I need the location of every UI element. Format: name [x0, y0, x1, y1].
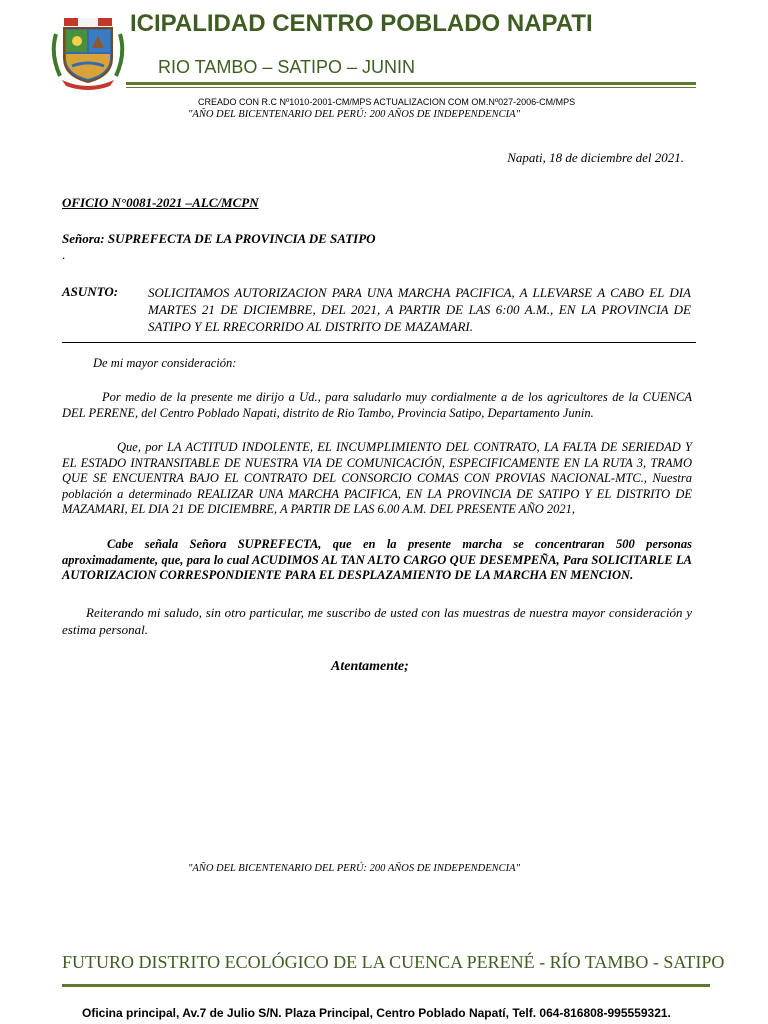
letter-date: Napati, 18 de diciembre del 2021. — [507, 150, 684, 165]
municipal-crest-logo — [48, 14, 128, 92]
body-paragraph-1 — [62, 390, 692, 421]
municipality-subtitle: RIO TAMBO – SATIPO – JUNIN — [158, 57, 416, 77]
year-motto-footer: "AÑO DEL BICENTENARIO DEL PERÚ: 200 AÑOS DE INDEPENDENCIA" — [188, 863, 520, 874]
body-paragraph-2-text: Que, por LA ACTITUD INDOLENTE, EL INCUMPLIMIENTO DEL CONTRATO, LA FALTA DE SERIEDAD Y EL ESTADO INTRANSITABLE DE NUESTRA VIA DE COMUNICACIÓN, ESPECIFICAMENTE EN LA RUTA 3, TRAMO QUE SE ENCUENTRA BAJO EL CONTRATO DEL CONSORCIO COMAS CON PROVIAS NACIONAL-MTC., Nuestra población a determinado REALIZAR UNA MARCHA PACIFICA, EN LA PROVINCIA DE SATIPO Y EL DISTRITO DE MAZAMARI, EL DIA 21 DE DICIEMBRE, A PARTIR DE LAS 6.00 A.M. DEL PRESENTE AÑO 2021, — [62, 440, 692, 516]
greeting: De mi mayor consideración: — [93, 356, 237, 370]
header-divider — [126, 82, 696, 85]
body-paragraph-3 — [62, 537, 692, 584]
recipient: Señora: SUPREFECTA DE LA PROVINCIA DE SATIPO — [62, 231, 376, 246]
body-paragraph-2 — [62, 440, 692, 518]
subject-text: SOLICITAMOS AUTORIZACION PARA UNA MARCHA PACIFICA, A LLEVARSE A CABO EL DIA MARTES 21 DE DICIEMBRE, DEL 2021, A PARTIR DE LAS 6:00 A.M., EN LA PROVINCIA DE SATIPO Y EL RRECORRIDO AL DISTRITO DE MAZAMARI. — [148, 285, 691, 334]
subject-divider — [62, 342, 696, 343]
creation-resolution: CREADO CON R.C Nº1010-2001-CM/MPS ACTUALIZACION COM OM.Nº027-2006-CM/MPS — [198, 97, 576, 107]
office-address: Oficina principal, Av.7 de Julio S/N. Plaza Principal, Centro Poblado Napatí, Telf. 064-816808-995559321. — [82, 1006, 671, 1020]
header-divider-thin — [126, 87, 696, 88]
stray-dot: . — [62, 247, 66, 262]
subject-label: ASUNTO: — [62, 284, 119, 299]
oficio-number: OFICIO N°0081-2021 –ALC/MCPN — [62, 195, 259, 210]
year-motto-header: "AÑO DEL BICENTENARIO DEL PERÚ: 200 AÑOS DE INDEPENDENCIA" — [188, 109, 520, 120]
body-paragraph-4 — [62, 604, 692, 638]
body-paragraph-3-text: Cabe señala Señora SUPREFECTA, que en la presente marcha se concentraran 500 personas aproximadamente, que, para lo cual ACUDIMOS AL TAN ALTO CARGO QUE DESEMPEÑA, Para SOLICITARLE LA AUTORIZACION CORRESPONDIENTE PARA EL DESPLAZAMIENTO DE LA MARCHA EN MENCION. — [62, 537, 692, 582]
body-paragraph-1-text: Por medio de la presente me dirijo a Ud., para saludarlo muy cordialmente a de los agricultores de la CUENCA DEL PERENE, del Centro Poblado Napati, distrito de Rio Tambo, Provincia Satipo, Departamento Junin. — [62, 390, 692, 420]
footer-divider — [62, 984, 710, 987]
municipality-title: ICIPALIDAD CENTRO POBLADO NAPATI — [130, 10, 593, 37]
body-paragraph-4-text: Reiterando mi saludo, sin otro particular, me suscribo de usted con las muestras de nuestra mayor consideración y estima personal. — [62, 605, 692, 637]
future-district-banner: FUTURO DISTRITO ECOLÓGICO DE LA CUENCA PERENÉ - RÍO TAMBO - SATIPO — [62, 952, 725, 972]
closing: Atentamente; — [331, 659, 409, 674]
